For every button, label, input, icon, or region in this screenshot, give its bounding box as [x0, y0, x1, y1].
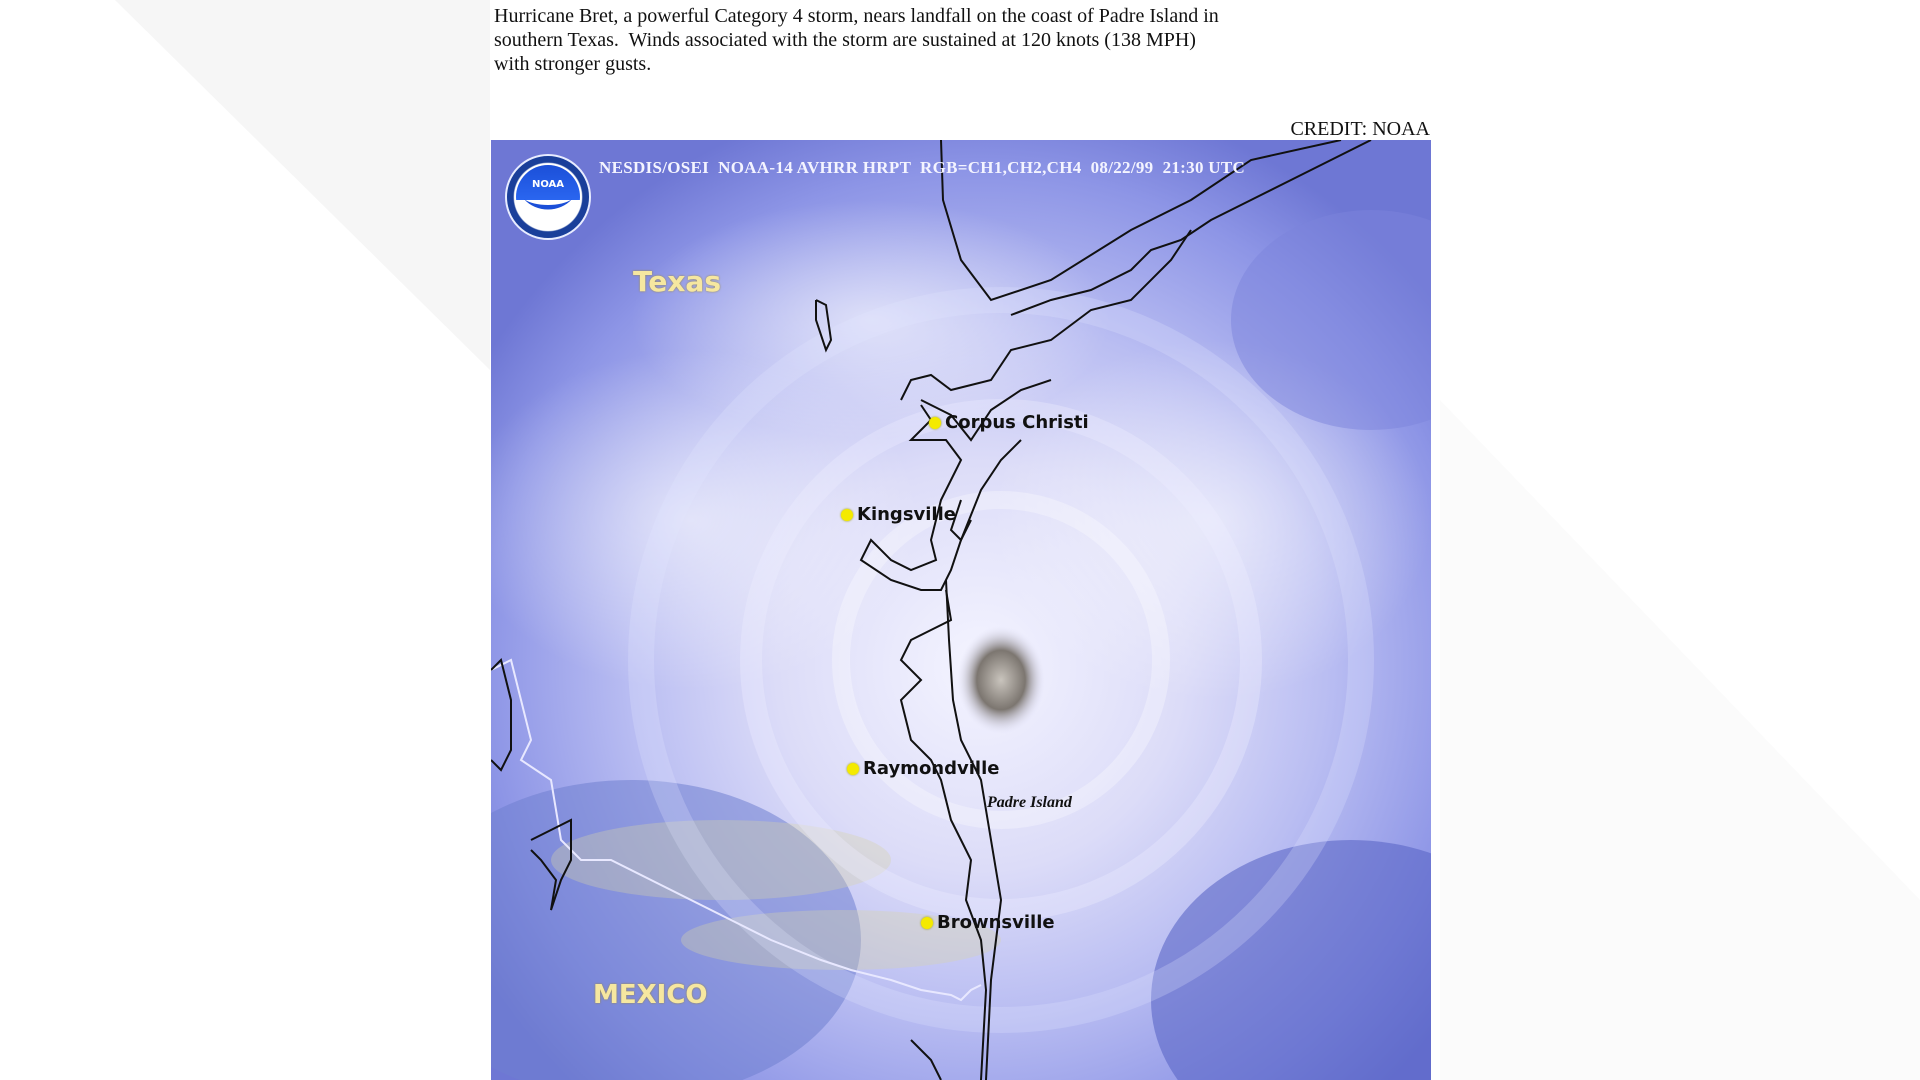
caption-line-2: southern Texas. Winds associated with the storm are sustained at 120 knots (138 MPH): [494, 29, 1196, 51]
noaa-logo-emblem: [516, 165, 580, 229]
city-dot-icon: [841, 509, 853, 521]
noaa-bird-icon: [522, 195, 574, 217]
city-marker-raymondville: [847, 758, 999, 779]
city-marker-corpus-christi: [929, 412, 1089, 433]
caption-line-3: with stronger gusts.: [494, 53, 652, 75]
city-dot-icon: [921, 917, 933, 929]
caption-line-1: Hurricane Bret, a powerful Category 4 storm, nears landfall on the coast of Padre Island in: [494, 5, 1219, 27]
image-caption: [494, 4, 1314, 76]
noaa-logo-text: NOAA: [531, 179, 565, 190]
noaa-logo: [505, 154, 591, 240]
city-dot-icon: [929, 417, 941, 429]
city-label: Brownsville: [937, 912, 1055, 933]
city-label: Raymondville: [863, 758, 1000, 779]
padre-island-label: Padre Island: [987, 794, 1072, 811]
city-marker-kingsville: [841, 504, 956, 525]
city-marker-brownsville: [921, 912, 1055, 933]
mexico-label: MEXICO: [593, 980, 708, 1010]
city-label: Corpus Christi: [945, 412, 1089, 433]
hurricane-satellite-picture: [491, 140, 1431, 1080]
city-dot-icon: [847, 763, 859, 775]
texas-label: Texas: [633, 265, 721, 298]
image-credit: CREDIT: NOAA: [1290, 118, 1430, 140]
city-label: Kingsville: [857, 504, 956, 525]
satellite-image: [491, 140, 1431, 1080]
satellite-header-text: NESDIS/OSEI NOAA-14 AVHRR HRPT RGB=CH1,CH2,CH4 08/22/99 21:30 UTC: [599, 158, 1246, 177]
